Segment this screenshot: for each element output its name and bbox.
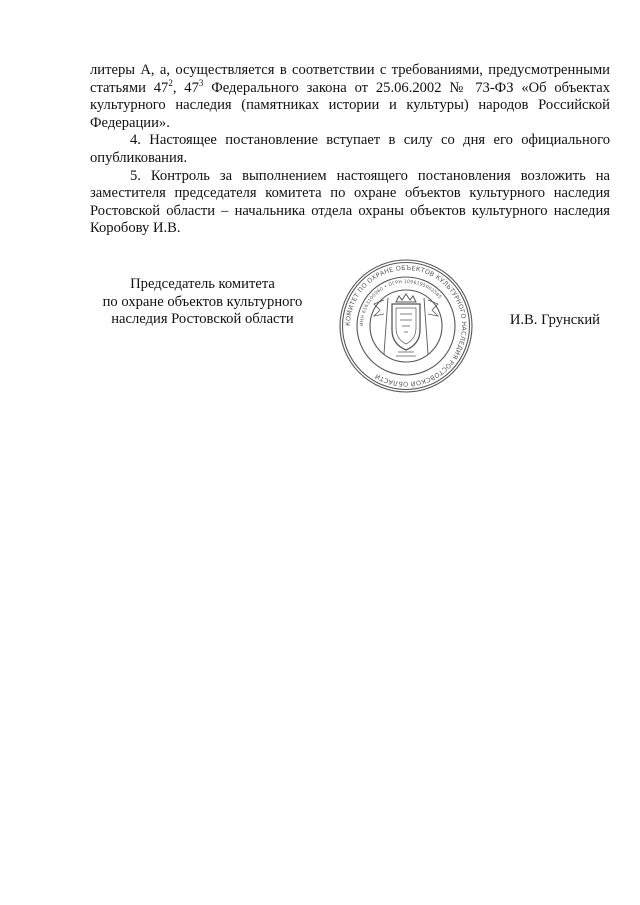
signatory-title: Председатель комитета по охране объектов культурного наследия Ростовской области — [102, 276, 303, 328]
superscript: 2 — [168, 77, 173, 88]
paragraph-continuation: литеры А, а, осуществляется в соответствии с требованиями, предусмотренными статьями $47^2$, $47^3$ Федерального закона от 25.06.2002 № 73-ФЗ «Об объектах культурного наследия (памятниках истории и культуры) народов Российской Федерации». — [90, 62, 610, 131]
signature-block — [90, 263, 610, 400]
svg-text:ИНН 6163100960 • ОГРН 10961950 — [359, 279, 443, 326]
paragraph-5: 5. Контроль за выполнением настоящего постановления возложить на заместителя председателя комитета по охране объектов культурного наследия Ростовской области – начальника отдела охраны объектов культурного наследия Коробову И.В. — [90, 167, 610, 237]
stamp-inner-text: ИНН 6163100960 • ОГРН 1096195002585 — [359, 279, 442, 327]
body-text — [90, 62, 610, 238]
signatory-name: И.В. Грунский — [509, 312, 600, 328]
official-seal-stamp — [336, 256, 476, 396]
superscript: 3 — [198, 77, 204, 88]
paragraph-4: 4. Настоящее постановление вступает в силу со дня его официального опубликования. — [90, 132, 610, 166]
stamp-outer-text: КОМИТЕТ ПО ОХРАНЕ ОБЪЕКТОВ КУЛЬТУРНОГО НАСЛЕДИЯ РОСТОВСКОЙ ОБЛАСТИ — [343, 263, 469, 389]
